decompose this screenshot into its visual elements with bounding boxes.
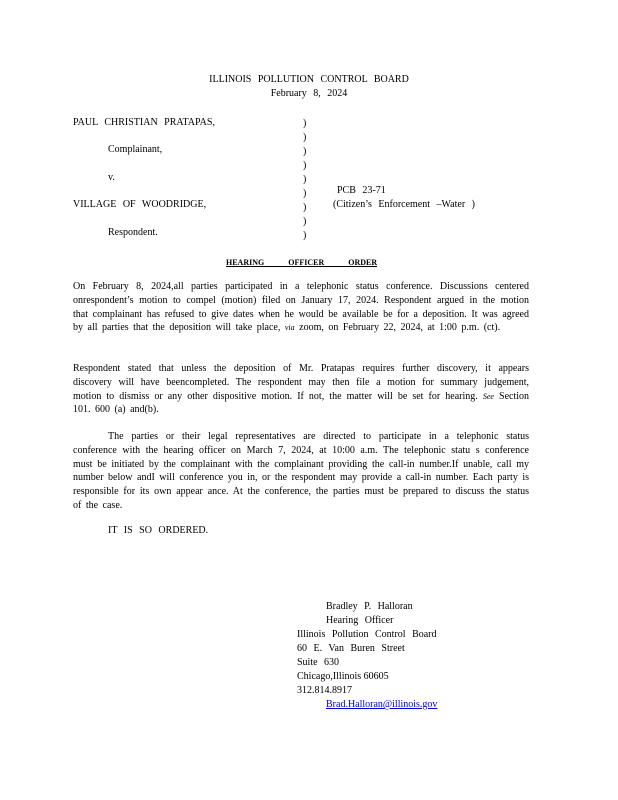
respondent-label: Respondent. bbox=[108, 227, 158, 238]
paren: ) bbox=[303, 188, 307, 199]
paren: ) bbox=[303, 146, 307, 157]
address-street: 60 E. Van Buren Street bbox=[297, 643, 405, 654]
paren: ) bbox=[303, 230, 307, 241]
caption-parentheses bbox=[303, 117, 306, 243]
versus-label: v. bbox=[108, 172, 115, 183]
paragraph-text: zoom, on February 22, 2024, at 1:00 p.m. (ct). bbox=[299, 322, 501, 334]
paren: ) bbox=[303, 160, 307, 171]
paragraph-text: Section 101. 600 (a) and(b). bbox=[73, 390, 530, 416]
signer-name: Bradley P. Halloran bbox=[326, 601, 413, 612]
complainant-label: Complainant, bbox=[108, 144, 163, 155]
phone-number: 312.814.8917 bbox=[297, 685, 352, 696]
respondent-name: VILLAGE OF WOODRIDGE, bbox=[73, 199, 207, 210]
paren: ) bbox=[303, 132, 307, 143]
paragraph-text: Respondent stated that unless the deposition of Mr. Pratapas requires further discovery, it appears discovery will have beencompleted. The respondent may then file a motion for summary judgement, motion to dismiss or any other dispositive motion. If not, the matter will be set for hearing. bbox=[73, 363, 529, 402]
address-suite: Suite 630 bbox=[297, 657, 340, 668]
paren: ) bbox=[303, 118, 307, 129]
signer-title: Hearing Officer bbox=[326, 615, 394, 626]
paragraph-text: On February 8, 2024,all parties participated in a telephonic status conference. Discussions centered onrespondent’s motion to compel (motion) filed on January 17, 2024. Respondent argued in the motion that complainant has refused to give dates when he would be available be for a deposition. It was agreed by all parties that the deposition will take place, bbox=[73, 281, 529, 334]
paragraph-discovery bbox=[73, 362, 529, 417]
order-date: February 8, 2024 bbox=[270, 88, 348, 99]
address-city: Chicago,Illinois 60605 bbox=[297, 671, 389, 682]
ordered-statement: IT IS SO ORDERED. bbox=[108, 525, 209, 536]
paren: ) bbox=[303, 216, 307, 227]
case-number: PCB 23-71 bbox=[337, 185, 386, 196]
paragraph-italic-via: via bbox=[284, 323, 295, 333]
paragraph-italic-see: See bbox=[482, 391, 494, 401]
email-link[interactable]: Brad.Halloran@illinois.gov bbox=[326, 699, 438, 710]
case-type: (Citizen’s Enforcement –Water ) bbox=[333, 199, 475, 210]
order-title: HEARING OFFICER ORDER bbox=[226, 258, 378, 267]
paren: ) bbox=[303, 174, 307, 185]
paragraph-status-conference bbox=[73, 280, 529, 335]
paragraph-telephonic-conference: The parties or their legal representatives are directed to participate in a telephonic status conference with the hearing officer on March 7, 2024, at 10:00 a.m. The telephonic statu s conference must be initiated by the complainant with the complainant providing the call-in number.If unable, call my number below andI will conference you in, or the respondent may provide a call-in number. Each party is responsible for its own appear ance. At the conference, the parties must be prepared to discuss the status of the case. bbox=[73, 431, 529, 511]
paren: ) bbox=[303, 202, 307, 213]
signer-organization: Illinois Pollution Control Board bbox=[297, 629, 437, 640]
complainant-name: PAUL CHRISTIAN PRATAPAS, bbox=[73, 117, 215, 128]
board-name: ILLINOIS POLLUTION CONTROL BOARD bbox=[209, 74, 409, 85]
